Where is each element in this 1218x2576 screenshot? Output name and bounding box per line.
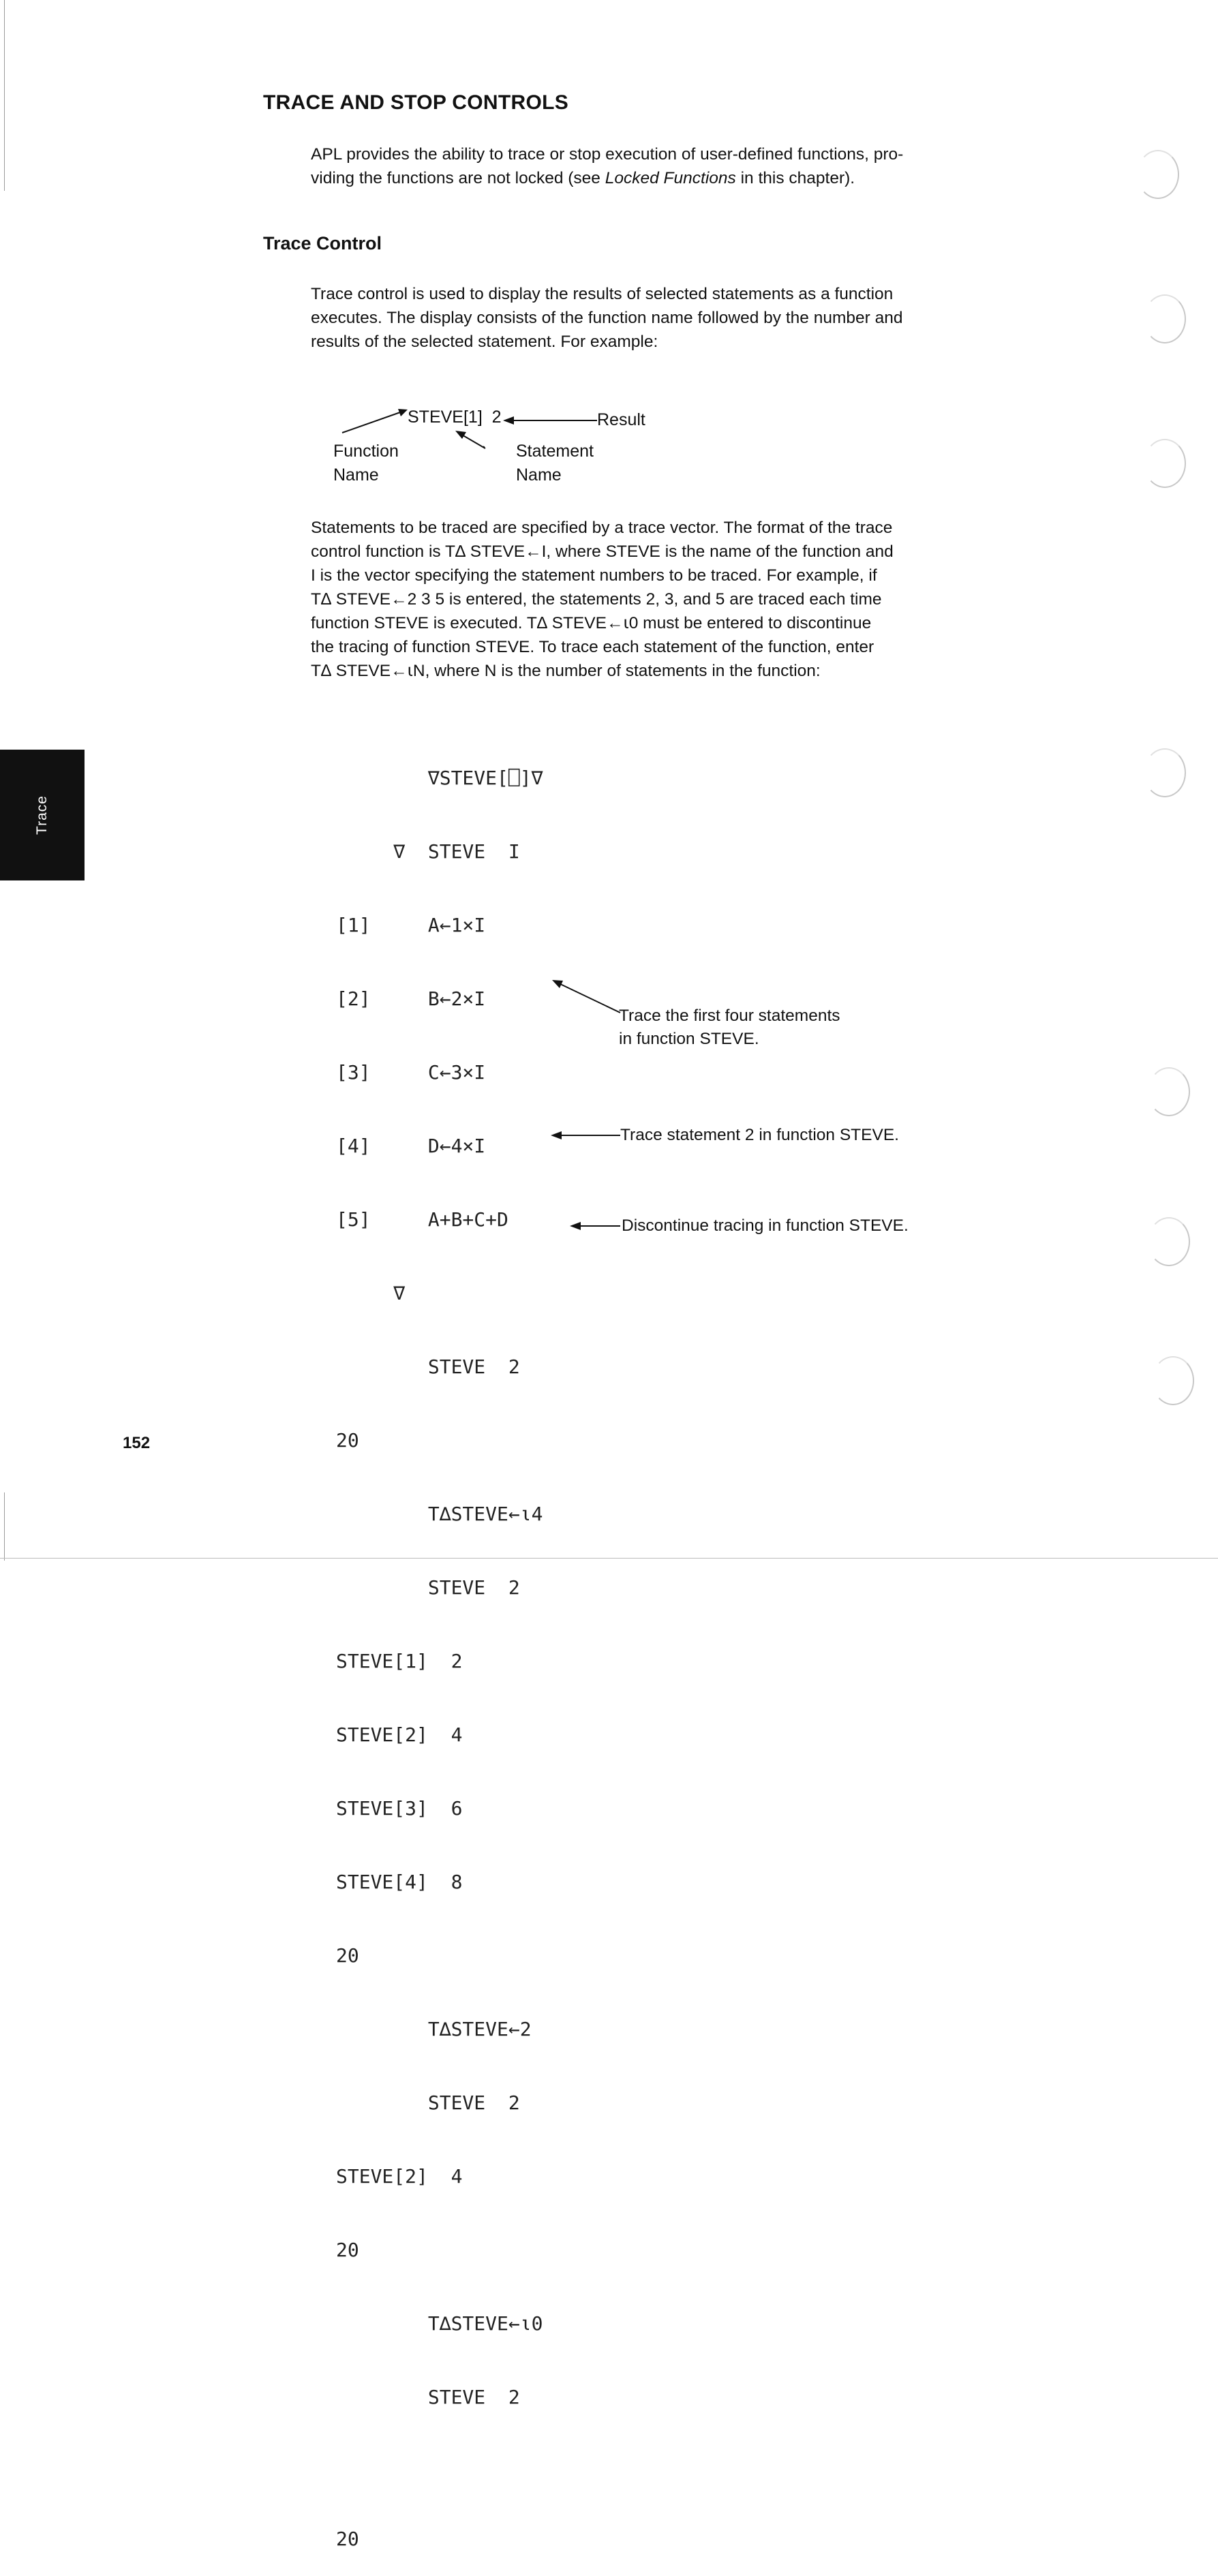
section-heading: Trace Control	[263, 233, 382, 254]
statement-arrowhead	[455, 431, 466, 439]
function-label-line-2: Name	[333, 465, 379, 485]
para-line: the tracing of function STEVE. To trace each statement of the function, enter	[311, 638, 874, 656]
function-name-label	[333, 440, 399, 487]
code-line: [1] A←1×I	[336, 914, 486, 936]
trace-description	[311, 282, 992, 354]
result-label: Result	[597, 410, 645, 429]
binder-hole	[1144, 294, 1186, 343]
para-line: T∆ STEVE←2 3 5 is entered, the statements 2, 3, and 5 are traced each time	[311, 590, 882, 609]
code-line: 20	[336, 2239, 359, 2261]
code-line: STEVE[2] 4	[336, 1723, 463, 1746]
page-heading: TRACE AND STOP CONTROLS	[263, 91, 569, 114]
code-line: STEVE[2] 4	[336, 2165, 463, 2188]
binder-hole	[1152, 1356, 1194, 1405]
annotation-arrow-2-head	[551, 1131, 562, 1139]
para-line: function STEVE is executed. T∆ STEVE←⍳0 must be entered to discontinue	[311, 614, 872, 632]
code-line: STEVE 2	[336, 2386, 520, 2408]
left-margin-line	[4, 0, 5, 191]
code-line: [4] D←4×I	[336, 1135, 486, 1157]
intro-line-2-start: viding the functions are not locked (see	[311, 169, 605, 187]
code-line: 20	[336, 2528, 359, 2550]
code-line: STEVE[3] 6	[336, 1797, 463, 1820]
code-line: T∆STEVE←⍳0	[336, 2312, 543, 2335]
note-1-line-1: Trace the first four statements	[619, 1007, 840, 1025]
para-line: T∆ STEVE←⍳N, where N is the number of statements in the function:	[311, 662, 821, 680]
note-1-line-2: in function STEVE.	[619, 1030, 759, 1048]
intro-line-2	[311, 166, 992, 190]
binder-hole	[1137, 150, 1179, 199]
para-line: Statements to be traced are specified by a trace vector. The format of the trace	[311, 519, 893, 537]
result-arrowhead	[503, 416, 514, 425]
annotation-arrow-3	[568, 1219, 623, 1233]
code-line: ∇STEVE[⎕]∇	[336, 767, 543, 789]
function-label-line-1: Function	[333, 442, 399, 461]
statement-label-line-1: Statement	[516, 442, 594, 461]
code-line	[336, 2459, 543, 2478]
chapter-tab	[0, 750, 85, 880]
para-line: Trace control is used to display the results of selected statements as a function	[311, 285, 894, 303]
code-line: STEVE[4] 8	[336, 1871, 463, 1893]
code-line: 20	[336, 1429, 359, 1452]
intro-paragraph	[311, 142, 992, 190]
intro-line-1: APL provides the ability to trace or stop execution of user-defined functions, pro-	[311, 145, 904, 164]
code-line: T∆STEVE←⍳4	[336, 1503, 543, 1525]
annotation-note-2: Trace statement 2 in function STEVE.	[620, 1126, 899, 1144]
code-line: ∇ STEVE I	[336, 840, 520, 863]
statement-name-label	[516, 440, 594, 487]
function-name-arrowhead	[398, 409, 408, 416]
annotation-note-1	[619, 1005, 840, 1051]
code-line: [5] A+B+C+D	[336, 1208, 508, 1231]
trace-vector-paragraph	[311, 516, 992, 683]
annotation-arrow-1-shaft	[559, 983, 620, 1013]
locked-functions-reference: Locked Functions	[605, 169, 736, 187]
diagram-expression: STEVE[1] 2	[408, 408, 502, 427]
para-line: executes. The display consists of the function name followed by the number and	[311, 309, 903, 327]
code-line: 20	[336, 1944, 359, 1967]
binder-hole	[1148, 1067, 1190, 1116]
annotation-note-3: Discontinue tracing in function STEVE.	[622, 1216, 909, 1235]
code-line: [2] B←2×I	[336, 987, 486, 1010]
binder-hole	[1144, 748, 1186, 797]
para-line: I is the vector specifying the statement numbers to be traced. For example, if	[311, 566, 877, 585]
code-line: T∆STEVE←2	[336, 2018, 532, 2040]
page-number: 152	[123, 1434, 151, 1452]
annotation-arrow-2	[549, 1129, 624, 1142]
binder-hole	[1144, 439, 1186, 488]
para-line: results of the selected statement. For example:	[311, 333, 658, 351]
code-line: STEVE 2	[336, 1355, 520, 1378]
statement-label-line-2: Name	[516, 465, 562, 485]
chapter-tab-label: Trace	[34, 795, 50, 835]
annotation-arrow-3-head	[570, 1222, 581, 1230]
apl-code-listing	[336, 717, 543, 2576]
bottom-rule	[0, 1558, 1218, 1559]
code-line: ∇	[336, 1282, 406, 1304]
statement-arrow-shaft	[461, 434, 485, 448]
binder-hole	[1148, 1217, 1190, 1266]
code-line: STEVE[1] 2	[336, 1650, 463, 1672]
left-margin-line-lower	[4, 1492, 5, 1561]
code-line: STEVE 2	[336, 2091, 520, 2114]
code-line: [3] C←3×I	[336, 1061, 486, 1084]
intro-line-2-end: in this chapter).	[735, 169, 855, 187]
annotation-arrow-1-head	[552, 980, 563, 988]
function-name-arrow	[342, 412, 402, 433]
para-line: control function is T∆ STEVE←I, where STEVE is the name of the function and	[311, 542, 894, 561]
code-line: STEVE 2	[336, 1576, 520, 1599]
